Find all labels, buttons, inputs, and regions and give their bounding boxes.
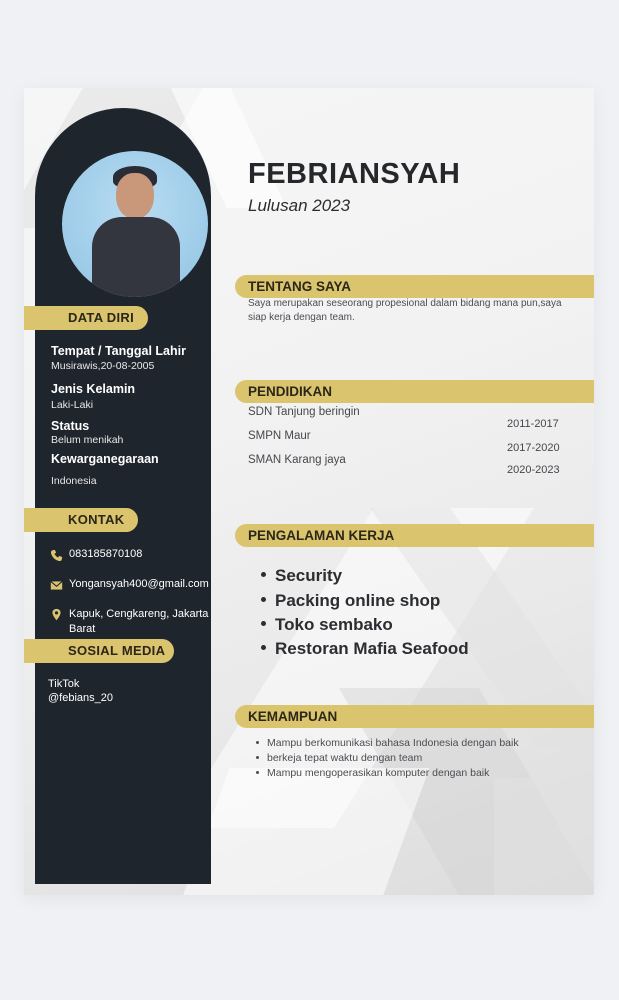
field-value: Laki-Laki	[51, 399, 94, 411]
skill-item	[256, 752, 422, 764]
resume-card	[24, 88, 594, 895]
mail-icon	[50, 579, 63, 592]
work-item	[261, 591, 440, 611]
sidebar	[35, 108, 211, 884]
bullet	[256, 756, 259, 759]
skill-item-label: Mampu mengoperasikan komputer dengan baik	[267, 767, 490, 779]
field-label: Status	[51, 419, 90, 433]
field-label: Tempat / Tanggal Lahir	[51, 344, 186, 358]
school-years: 2011-2017	[507, 418, 559, 430]
skill-item	[256, 767, 489, 779]
kemampuan-heading: KEMAMPUAN	[235, 705, 594, 728]
email-address[interactable]: Yongansyah400@gmail.com	[69, 578, 209, 590]
work-item-label: Toko sembako	[275, 615, 393, 634]
pengalaman-kerja-heading: PENGALAMAN KERJA	[235, 524, 594, 547]
pendidikan-heading: PENDIDIKAN	[235, 380, 594, 403]
work-item	[261, 639, 469, 659]
decorative-shape	[494, 778, 594, 895]
location-pin-icon	[50, 608, 63, 621]
phone-number[interactable]: 083185870108	[69, 548, 143, 560]
contact-email	[50, 578, 209, 592]
contact-phone	[50, 548, 142, 562]
school-name: SDN Tanjung beringin	[248, 406, 360, 418]
bullet	[261, 621, 266, 626]
work-item-label: Packing online shop	[275, 591, 441, 610]
profile-photo	[62, 151, 208, 297]
about-text: Saya merupakan seseorang propesional dalam bidang mana pun,saya siap kerja dengan team.	[248, 298, 562, 323]
school-name: SMAN Karang jaya	[248, 454, 346, 466]
field-label: Jenis Kelamin	[51, 382, 136, 396]
school-name: SMPN Maur	[248, 430, 311, 442]
school-years: 2017-2020	[507, 442, 560, 454]
school-years: 2020-2023	[507, 464, 560, 476]
skill-item-label: Mampu berkomunikasi bahasa Indonesia dengan baik	[267, 737, 519, 749]
address: Kapuk, Cengkareng, Jakarta Barat	[69, 608, 209, 635]
phone-icon	[50, 549, 63, 562]
bullet	[261, 645, 266, 650]
bullet	[261, 597, 266, 602]
photo-face	[116, 173, 154, 219]
data-diri-heading: DATA DIRI	[24, 306, 148, 330]
skill-item	[256, 737, 519, 749]
work-item	[261, 615, 393, 635]
social-handle[interactable]: @febians_20	[48, 692, 113, 704]
skill-item-label: berkeja tepat waktu dengan team	[267, 752, 423, 764]
field-label: Kewarganegaraan	[51, 452, 159, 466]
sosial-media-heading: SOSIAL MEDIA	[24, 639, 174, 663]
contact-address	[50, 607, 220, 637]
kontak-heading: KONTAK	[24, 508, 138, 532]
field-value: Indonesia	[51, 475, 97, 487]
field-value: Belum menikah	[51, 434, 124, 446]
tentang-saya-heading: TENTANG SAYA	[235, 275, 594, 298]
bullet	[256, 771, 259, 774]
social-platform: TikTok	[48, 678, 80, 690]
field-value: Musirawis,20-08-2005	[51, 360, 155, 372]
work-item	[261, 566, 342, 586]
work-item-label: Restoran Mafia Seafood	[275, 639, 469, 658]
work-item-label: Security	[275, 566, 343, 585]
candidate-name: FEBRIANSYAH	[248, 158, 461, 190]
photo-shirt	[92, 217, 180, 297]
bullet	[256, 741, 259, 744]
candidate-subtitle: Lulusan 2023	[248, 196, 351, 215]
bullet	[261, 572, 266, 577]
